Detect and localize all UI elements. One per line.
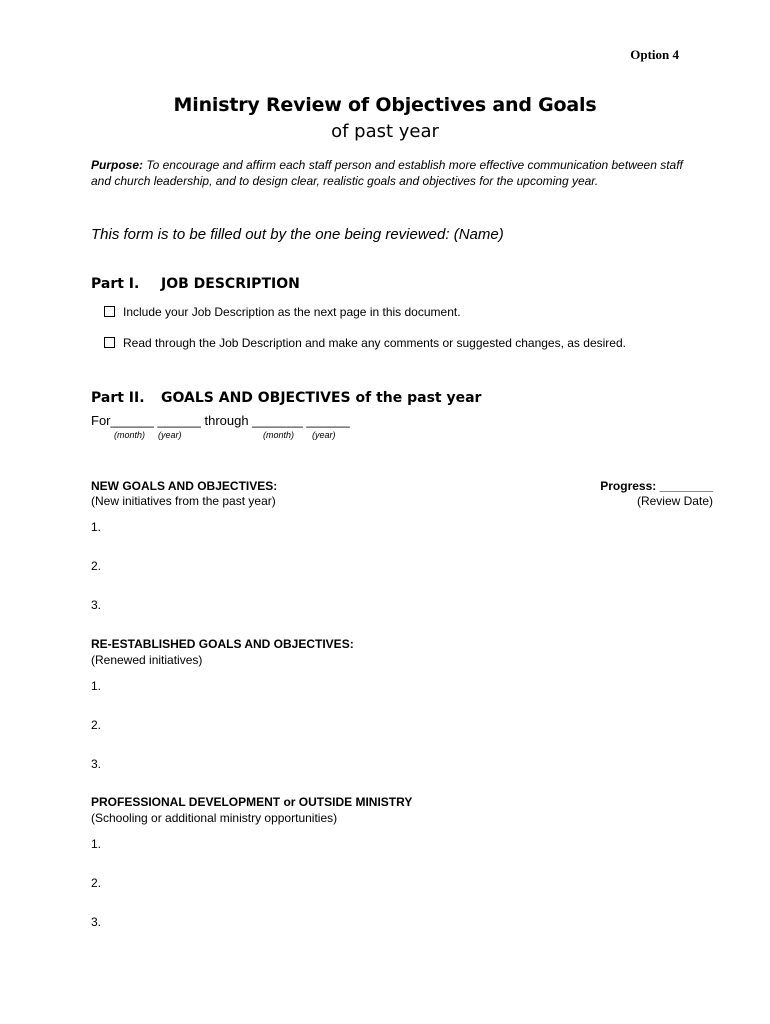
page-title: Ministry Review of Objectives and Goals [173,94,597,116]
purpose-paragraph [91,157,691,189]
professional-goal-3: 3. [91,915,102,929]
purpose-text: To encourage and affirm each staff person and establish more effective communication between staff and church leadership, and to design clear, realistic goals and objectives for the upcoming year. [91,158,683,188]
reestablished-goal-3: 3. [91,757,102,771]
new-goal-1: 1. [91,520,102,534]
year-caption-2: (year) [312,430,336,440]
review-date-caption: (Review Date) [636,494,713,508]
part1-heading [91,276,300,292]
new-goals-subheading: (New initiatives from the past year) [91,494,276,508]
form-note: This form is to be filled out by the one being reviewed: (Name) [91,226,504,243]
part1-number: Part I. [91,276,140,292]
part2-heading [91,390,481,406]
new-goal-2: 2. [91,559,102,573]
part1-checkbox-item-1[interactable] [104,305,461,319]
checkbox-icon[interactable] [104,306,115,317]
option-label: Option 4 [630,47,679,62]
new-goals-heading: NEW GOALS AND OBJECTIVES: [91,479,278,493]
part2-title: GOALS AND OBJECTIVES of the past year [161,390,482,406]
reestablished-subheading: (Renewed initiatives) [91,653,203,667]
purpose-label: Purpose: [91,158,144,172]
part1-title: JOB DESCRIPTION [161,276,300,292]
professional-goal-2: 2. [91,876,102,890]
month-caption-1: (month) [114,430,146,440]
professional-goal-1: 1. [91,837,102,851]
reestablished-goal-2: 2. [91,718,102,732]
reestablished-goal-1: 1. [91,679,102,693]
new-goal-3: 3. [91,598,102,612]
page-subtitle: of past year [331,121,439,142]
part1-checkbox-item-2[interactable] [104,336,626,350]
month-caption-2: (month) [263,430,295,440]
professional-heading: PROFESSIONAL DEVELOPMENT or OUTSIDE MINISTRY [91,795,413,809]
checkbox-icon[interactable] [104,337,115,348]
part1-item-2-label: Read through the Job Description and make any comments or suggested changes, as desired. [123,336,626,350]
year-caption-1: (year) [158,430,182,440]
progress-label[interactable]: Progress: ________ [600,479,713,493]
period-fields[interactable]: For______ ______ through _______ ______ [91,413,350,428]
part2-number: Part II. [91,390,145,406]
reestablished-heading: RE-ESTABLISHED GOALS AND OBJECTIVES: [91,637,354,651]
part1-item-1-label: Include your Job Description as the next page in this document. [123,305,461,319]
professional-subheading: (Schooling or additional ministry opportunities) [91,811,338,825]
